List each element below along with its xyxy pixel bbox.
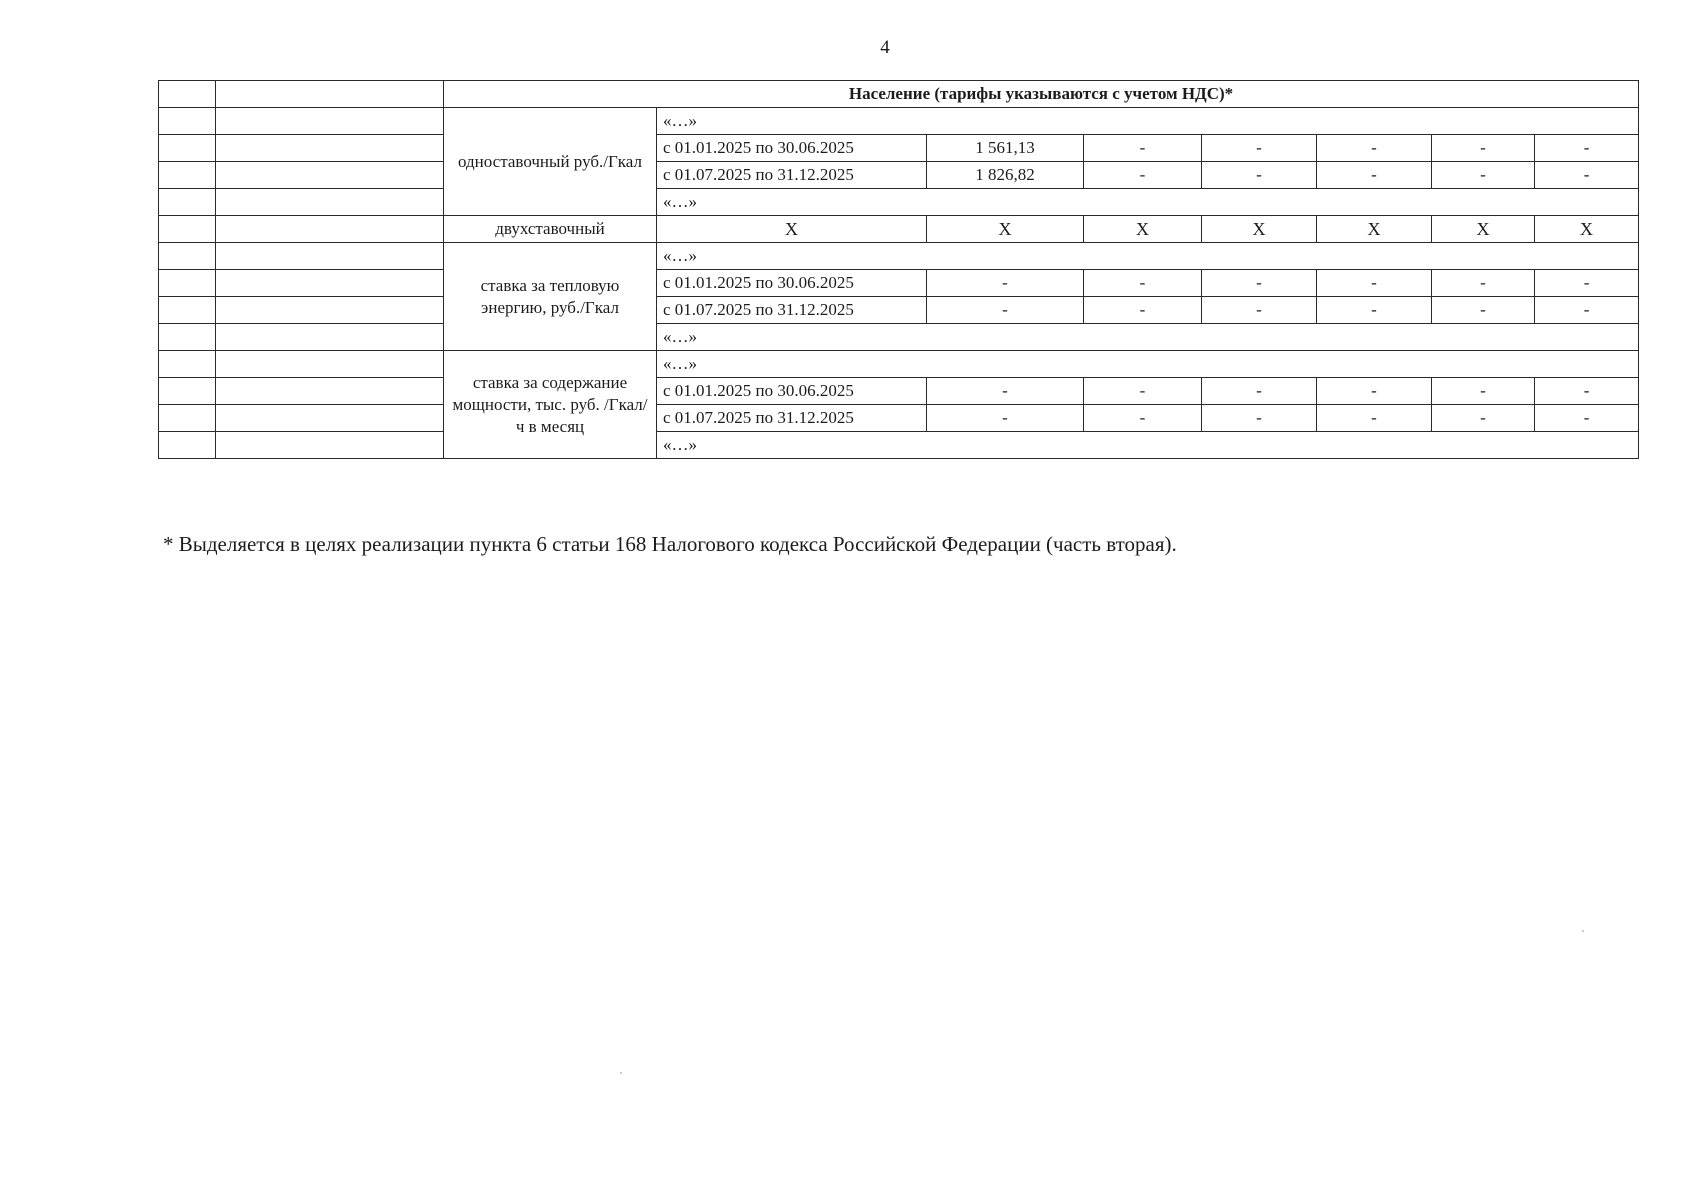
value-cell: - [1432,135,1535,162]
table-row [159,243,1639,270]
period-cell: с 01.07.2025 по 31.12.2025 [657,405,927,432]
value-cell: - [1432,270,1535,297]
x-cell: X [1535,216,1639,243]
value-cell: - [1432,378,1535,405]
ellipsis-cell: «…» [657,243,1639,270]
value-cell: - [1535,378,1639,405]
table-row [159,135,1639,162]
table-row [159,189,1639,216]
value-cell: - [1432,297,1535,324]
table-row [159,351,1639,378]
value-cell: - [1084,270,1202,297]
value-cell: - [927,297,1084,324]
period-cell: с 01.01.2025 по 30.06.2025 [657,135,927,162]
value-cell: - [1202,405,1317,432]
page-number: 4 [880,37,890,58]
value-cell: - [1084,162,1202,189]
group-header: Население (тарифы указываются с учетом НДС)* [444,81,1639,108]
value-cell: - [927,270,1084,297]
value-cell: - [1535,405,1639,432]
period-cell: с 01.01.2025 по 30.06.2025 [657,270,927,297]
category-capacity-rate: ставка за содержание мощности, тыс. руб. /Гкал/ч в месяц [444,351,657,459]
table-row [159,162,1639,189]
value-cell: - [1084,135,1202,162]
value-cell: - [1317,162,1432,189]
x-cell: X [927,216,1084,243]
value-cell: - [1432,405,1535,432]
index-cell [159,81,216,108]
value-cell: - [1202,297,1317,324]
value-cell: - [1202,135,1317,162]
value-cell: - [1535,297,1639,324]
table-row [159,405,1639,432]
value-cell: - [1432,162,1535,189]
x-cell: X [1432,216,1535,243]
x-cell: X [1084,216,1202,243]
value-cell: - [1317,297,1432,324]
value-cell: - [1202,270,1317,297]
category-two-rate: двухставочный [444,216,657,243]
category-one-rate: одноставочный руб./Гкал [444,108,657,216]
table-row [159,432,1639,459]
scan-artifact [1582,930,1584,932]
value-cell: - [1535,135,1639,162]
value-cell: - [1317,378,1432,405]
table-row [159,270,1639,297]
x-cell: X [1317,216,1432,243]
ellipsis-cell: «…» [657,189,1639,216]
value-cell: 1 561,13 [927,135,1084,162]
ellipsis-cell: «…» [657,432,1639,459]
value-cell: - [1535,270,1639,297]
table-row [159,297,1639,324]
table-row [159,108,1639,135]
table-row [159,81,1639,108]
scan-artifact [620,1072,622,1074]
value-cell: - [1317,405,1432,432]
ellipsis-cell: «…» [657,108,1639,135]
table-row [159,378,1639,405]
period-cell: с 01.07.2025 по 31.12.2025 [657,297,927,324]
value-cell: - [1084,297,1202,324]
period-cell: с 01.07.2025 по 31.12.2025 [657,162,927,189]
value-cell: - [1202,378,1317,405]
ellipsis-cell: «…» [657,324,1639,351]
value-cell: - [1202,162,1317,189]
value-cell: - [1317,270,1432,297]
footnote: * Выделяется в целях реализации пункта 6 статьи 168 Налогового кодекса Российской Федерации (часть вторая). [163,532,1177,556]
value-cell: - [1317,135,1432,162]
table-row [159,324,1639,351]
x-cell: X [1202,216,1317,243]
period-cell: с 01.01.2025 по 30.06.2025 [657,378,927,405]
value-cell: - [1535,162,1639,189]
name-cell [216,81,444,108]
tariff-table [158,80,1639,459]
ellipsis-cell: «…» [657,351,1639,378]
value-cell: - [1084,378,1202,405]
x-cell: X [657,216,927,243]
value-cell: - [1084,405,1202,432]
table-row [159,216,1639,243]
value-cell: - [927,405,1084,432]
value-cell: - [927,378,1084,405]
category-heat-energy-rate: ставка за тепловую энергию, руб./Гкал [444,243,657,351]
value-cell: 1 826,82 [927,162,1084,189]
